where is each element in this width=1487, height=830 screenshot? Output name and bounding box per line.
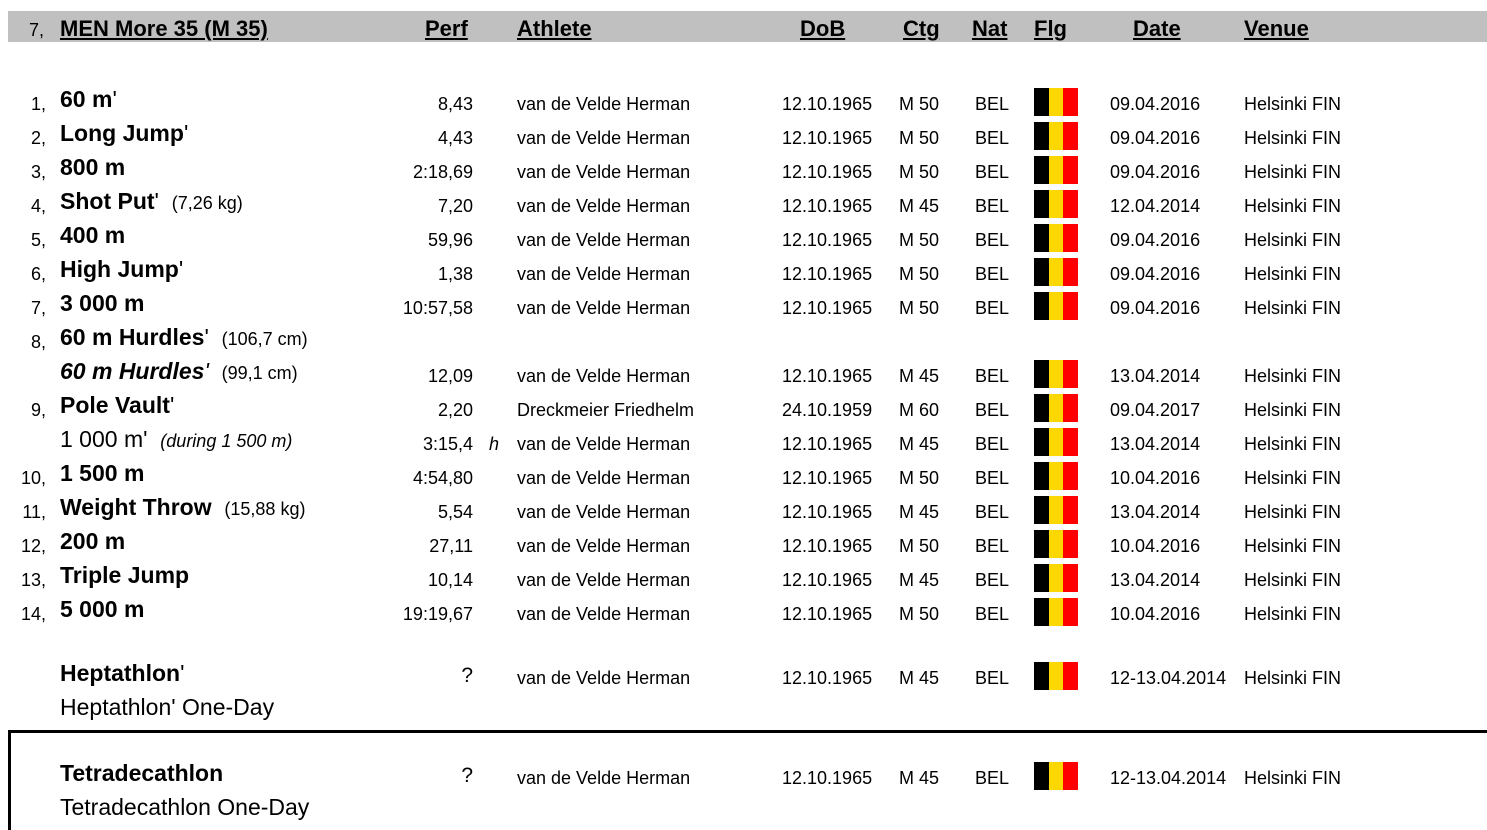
flag-stripe xyxy=(1049,662,1064,690)
flag-stripe xyxy=(1034,530,1049,558)
belgium-flag-icon xyxy=(1034,190,1078,218)
performance: 5,54 xyxy=(437,502,473,522)
age-category: M 50 xyxy=(899,264,940,284)
record-date: 13.04.2014 xyxy=(1110,434,1201,454)
performance: 1,38 xyxy=(437,264,473,284)
age-category: M 50 xyxy=(899,298,940,318)
nationality: BEL xyxy=(975,604,1010,624)
table-row xyxy=(0,360,1487,394)
athlete-name: van de Velde Herman xyxy=(517,570,691,590)
date-of-birth: 12.10.1965 xyxy=(782,94,873,114)
row-number: 1, xyxy=(30,94,46,114)
athlete-name: van de Velde Herman xyxy=(517,128,691,148)
nationality: BEL xyxy=(975,94,1010,114)
athlete-name: van de Velde Herman xyxy=(517,668,691,688)
nationality: BEL xyxy=(975,230,1010,250)
age-category: M 50 xyxy=(899,230,940,250)
event-label: 60 m Hurdles xyxy=(60,324,205,350)
performance: 2,20 xyxy=(437,400,473,420)
event-detail: (99,1 cm) xyxy=(221,363,298,383)
age-category: M 45 xyxy=(899,570,940,590)
age-category: M 45 xyxy=(899,668,940,688)
date-of-birth: 12.10.1965 xyxy=(782,434,873,454)
row-number: 5, xyxy=(30,230,46,250)
flag-stripe xyxy=(1049,156,1064,184)
performance: ? xyxy=(461,664,473,687)
event-quote: ' xyxy=(204,358,209,384)
age-category: M 50 xyxy=(899,468,940,488)
flag-stripe xyxy=(1063,292,1078,320)
event-quote: ' xyxy=(112,86,117,112)
age-category: M 45 xyxy=(899,768,940,788)
flag-stripe xyxy=(1063,88,1078,116)
date-of-birth: 12.10.1965 xyxy=(782,570,873,590)
nationality: BEL xyxy=(975,196,1010,216)
flag-stripe xyxy=(1063,428,1078,456)
venue: Helsinki FIN xyxy=(1244,668,1342,688)
table-row xyxy=(0,394,1487,428)
nationality: BEL xyxy=(975,400,1010,420)
age-category: M 60 xyxy=(899,400,940,420)
date-of-birth: 12.10.1965 xyxy=(782,162,873,182)
column-header-nat: Nat xyxy=(972,16,1008,41)
venue: Helsinki FIN xyxy=(1244,298,1342,318)
venue: Helsinki FIN xyxy=(1244,162,1342,182)
venue: Helsinki FIN xyxy=(1244,570,1342,590)
row-number: 9, xyxy=(30,400,46,420)
performance: 2:18,69 xyxy=(412,162,473,182)
column-header-venue: Venue xyxy=(1244,16,1309,41)
age-category: M 50 xyxy=(899,94,940,114)
flag-stripe xyxy=(1049,530,1064,558)
record-date: 12-13.04.2014 xyxy=(1110,768,1227,788)
belgium-flag-icon xyxy=(1034,88,1078,116)
belgium-flag-icon xyxy=(1034,564,1078,592)
age-category: M 45 xyxy=(899,196,940,216)
performance: 19:19,67 xyxy=(402,604,473,624)
belgium-flag-icon xyxy=(1034,530,1078,558)
belgium-flag-icon xyxy=(1034,122,1078,150)
age-category: M 50 xyxy=(899,128,940,148)
flag-stripe xyxy=(1034,156,1049,184)
event-name xyxy=(60,660,185,687)
belgium-flag-icon xyxy=(1034,258,1078,286)
column-header-athlete: Athlete xyxy=(517,16,592,41)
flag-stripe xyxy=(1063,564,1078,592)
event-name xyxy=(60,596,144,623)
flag-stripe xyxy=(1034,258,1049,286)
event-label: Weight Throw xyxy=(60,494,212,520)
flag-stripe xyxy=(1063,156,1078,184)
flag-stripe xyxy=(1063,190,1078,218)
event-quote: ' xyxy=(169,392,175,418)
event-name xyxy=(60,290,144,317)
venue: Helsinki FIN xyxy=(1244,230,1342,250)
athlete-name: van de Velde Herman xyxy=(517,604,691,624)
date-of-birth: 12.10.1965 xyxy=(782,502,873,522)
hand-timing-mark: h xyxy=(489,434,500,454)
date-of-birth: 12.10.1965 xyxy=(782,536,873,556)
flag-stripe xyxy=(1034,88,1049,116)
flag-stripe xyxy=(1034,224,1049,252)
flag-stripe xyxy=(1034,122,1049,150)
performance: 7,20 xyxy=(437,196,473,216)
event-label: 200 m xyxy=(60,528,126,554)
flag-stripe xyxy=(1049,190,1064,218)
age-category: M 50 xyxy=(899,604,940,624)
event-detail: (7,26 kg) xyxy=(171,193,243,213)
row-number: 8, xyxy=(30,332,46,352)
athlete-name: van de Velde Herman xyxy=(517,94,691,114)
flag-stripe xyxy=(1049,360,1064,388)
nationality: BEL xyxy=(975,162,1010,182)
event-name xyxy=(60,120,188,147)
row-number: 13, xyxy=(20,570,46,590)
table-row xyxy=(0,564,1487,598)
column-header-dob: DoB xyxy=(800,16,846,41)
event-label: 60 m xyxy=(60,86,113,112)
event-label: 60 m Hurdles xyxy=(60,358,205,384)
flag-stripe xyxy=(1063,122,1078,150)
athlete-name: van de Velde Herman xyxy=(517,468,691,488)
table-row xyxy=(0,258,1487,292)
record-date: 10.04.2016 xyxy=(1110,604,1201,624)
performance: 12,09 xyxy=(427,366,473,386)
nationality: BEL xyxy=(975,536,1010,556)
flag-stripe xyxy=(1063,360,1078,388)
record-date: 13.04.2014 xyxy=(1110,502,1201,522)
flag-stripe xyxy=(1034,394,1049,422)
flag-stripe xyxy=(1049,88,1064,116)
performance: 59,96 xyxy=(427,230,473,250)
tetradecathlon-oneday-label: Tetradecathlon One-Day xyxy=(60,794,310,820)
belgium-flag-icon xyxy=(1034,224,1078,252)
venue: Helsinki FIN xyxy=(1244,94,1342,114)
event-label: 400 m xyxy=(60,222,126,248)
table-row xyxy=(0,122,1487,156)
flag-stripe xyxy=(1049,292,1064,320)
table-row xyxy=(0,326,1487,360)
table-row xyxy=(0,462,1487,496)
flag-stripe xyxy=(1049,428,1064,456)
record-date: 09.04.2016 xyxy=(1110,230,1201,250)
table-row xyxy=(0,598,1487,632)
table-row xyxy=(0,530,1487,564)
belgium-flag-icon xyxy=(1034,462,1078,490)
venue: Helsinki FIN xyxy=(1244,604,1342,624)
venue: Helsinki FIN xyxy=(1244,536,1342,556)
record-date: 09.04.2016 xyxy=(1110,162,1201,182)
table-row xyxy=(0,292,1487,326)
flag-stripe xyxy=(1063,258,1078,286)
date-of-birth: 12.10.1965 xyxy=(782,298,873,318)
row-number: 2, xyxy=(30,128,46,148)
date-of-birth: 12.10.1965 xyxy=(782,604,873,624)
age-category: M 50 xyxy=(899,162,940,182)
record-date: 09.04.2017 xyxy=(1110,400,1201,420)
table-row xyxy=(0,428,1487,462)
event-label: Pole Vault xyxy=(60,392,170,418)
event-detail: (15,88 kg) xyxy=(224,499,306,519)
nationality: BEL xyxy=(975,768,1010,788)
event-quote: ' xyxy=(154,188,159,214)
nationality: BEL xyxy=(975,298,1010,318)
table-row xyxy=(0,190,1487,224)
flag-stripe xyxy=(1049,224,1064,252)
venue: Helsinki FIN xyxy=(1244,196,1342,216)
column-header-perf: Perf xyxy=(425,16,468,41)
belgium-flag-icon xyxy=(1034,662,1078,690)
record-date: 12-13.04.2014 xyxy=(1110,668,1227,688)
belgium-flag-icon xyxy=(1034,360,1078,388)
event-name xyxy=(60,154,125,181)
event-name xyxy=(60,460,144,487)
flag-stripe xyxy=(1049,122,1064,150)
flag-stripe xyxy=(1063,598,1078,626)
event-name xyxy=(60,222,125,249)
event-name xyxy=(60,426,292,453)
performance: ? xyxy=(461,764,473,787)
row-number: 14, xyxy=(20,604,46,624)
performance: 4:54,80 xyxy=(412,468,473,488)
performance: 10,14 xyxy=(427,570,473,590)
flag-stripe xyxy=(1063,662,1078,690)
column-header-date: Date xyxy=(1133,16,1181,41)
date-of-birth: 12.10.1965 xyxy=(782,668,873,688)
nationality: BEL xyxy=(975,264,1010,284)
belgium-flag-icon xyxy=(1034,496,1078,524)
performance: 3:15,4 xyxy=(422,434,473,454)
athlete-name: van de Velde Herman xyxy=(517,230,691,250)
flag-stripe xyxy=(1034,496,1049,524)
athlete-name: van de Velde Herman xyxy=(517,536,691,556)
row-number: 12, xyxy=(20,536,46,556)
age-category: M 45 xyxy=(899,366,940,386)
belgium-flag-icon xyxy=(1034,598,1078,626)
venue: Helsinki FIN xyxy=(1244,128,1342,148)
age-category: M 50 xyxy=(899,536,940,556)
event-name xyxy=(60,324,308,351)
date-of-birth: 12.10.1965 xyxy=(782,196,873,216)
record-date: 10.04.2016 xyxy=(1110,536,1201,556)
row-number: 10, xyxy=(20,468,46,488)
athlete-name: Dreckmeier Friedhelm xyxy=(517,400,695,420)
event-name xyxy=(60,256,183,283)
column-header-ctg: Ctg xyxy=(903,16,940,41)
row-number: 6, xyxy=(30,264,46,284)
event-detail: (106,7 cm) xyxy=(221,329,308,349)
row-number: 3, xyxy=(30,162,46,182)
date-of-birth: 12.10.1965 xyxy=(782,128,873,148)
event-label: Long Jump xyxy=(60,120,184,146)
athlete-name: van de Velde Herman xyxy=(517,196,691,216)
column-header-flg: Flg xyxy=(1034,16,1067,41)
date-of-birth: 24.10.1959 xyxy=(782,400,873,420)
record-date: 13.04.2014 xyxy=(1110,570,1201,590)
event-quote: ' xyxy=(143,426,148,452)
flag-stripe xyxy=(1049,598,1064,626)
record-date: 13.04.2014 xyxy=(1110,366,1201,386)
belgium-flag-icon xyxy=(1034,292,1078,320)
event-quote: ' xyxy=(178,256,184,282)
record-date: 09.04.2016 xyxy=(1110,94,1201,114)
date-of-birth: 12.10.1965 xyxy=(782,468,873,488)
nationality: BEL xyxy=(975,570,1010,590)
flag-stripe xyxy=(1034,564,1049,592)
flag-stripe xyxy=(1034,662,1049,690)
athlete-name: van de Velde Herman xyxy=(517,768,691,788)
performance: 8,43 xyxy=(437,94,473,114)
category-title: MEN More 35 (M 35) xyxy=(60,16,268,41)
event-name xyxy=(60,188,243,215)
event-label: 1 500 m xyxy=(60,460,145,486)
venue: Helsinki FIN xyxy=(1244,400,1342,420)
event-label: Heptathlon xyxy=(60,660,181,686)
flag-stripe xyxy=(1063,462,1078,490)
flag-stripe xyxy=(1063,224,1078,252)
event-label: 3 000 m xyxy=(60,290,145,316)
flag-stripe xyxy=(1063,394,1078,422)
venue: Helsinki FIN xyxy=(1244,768,1342,788)
date-of-birth: 12.10.1965 xyxy=(782,230,873,250)
athlete-name: van de Velde Herman xyxy=(517,366,691,386)
event-label: 800 m xyxy=(60,154,126,180)
athlete-name: van de Velde Herman xyxy=(517,298,691,318)
event-name xyxy=(60,358,298,385)
event-name xyxy=(60,494,305,521)
heptathlon-oneday-label: Heptathlon' One-Day xyxy=(60,694,275,720)
flag-stripe xyxy=(1049,394,1064,422)
athlete-name: van de Velde Herman xyxy=(517,264,691,284)
venue: Helsinki FIN xyxy=(1244,264,1342,284)
flag-stripe xyxy=(1049,564,1064,592)
venue: Helsinki FIN xyxy=(1244,502,1342,522)
age-category: M 45 xyxy=(899,502,940,522)
record-date: 10.04.2016 xyxy=(1110,468,1201,488)
category-number: 7, xyxy=(29,20,45,40)
event-label: Tetradecathlon xyxy=(60,760,224,786)
venue: Helsinki FIN xyxy=(1244,468,1342,488)
event-name xyxy=(60,528,125,555)
flag-stripe xyxy=(1034,428,1049,456)
flag-stripe xyxy=(1034,292,1049,320)
flag-stripe xyxy=(1034,190,1049,218)
venue: Helsinki FIN xyxy=(1244,434,1342,454)
event-name xyxy=(60,562,189,589)
nationality: BEL xyxy=(975,366,1010,386)
event-quote: ' xyxy=(204,324,209,350)
table-row xyxy=(0,88,1487,122)
record-date: 09.04.2016 xyxy=(1110,128,1201,148)
belgium-flag-icon xyxy=(1034,156,1078,184)
belgium-flag-icon xyxy=(1034,428,1078,456)
performance: 4,43 xyxy=(437,128,473,148)
row-number: 7, xyxy=(30,298,46,318)
table-row xyxy=(0,496,1487,530)
table-row xyxy=(0,662,1487,696)
flag-stripe xyxy=(1063,496,1078,524)
date-of-birth: 12.10.1965 xyxy=(782,366,873,386)
event-quote: ' xyxy=(183,120,189,146)
event-label: Triple Jump xyxy=(60,562,190,588)
age-category: M 45 xyxy=(899,434,940,454)
event-name xyxy=(60,86,117,113)
performance: 10:57,58 xyxy=(402,298,473,318)
flag-stripe xyxy=(1034,360,1049,388)
flag-stripe xyxy=(1049,462,1064,490)
flag-stripe xyxy=(1063,530,1078,558)
athlete-name: van de Velde Herman xyxy=(517,502,691,522)
event-quote: ' xyxy=(180,660,185,686)
event-label: 1 000 m xyxy=(60,426,144,452)
record-date: 09.04.2016 xyxy=(1110,298,1201,318)
flag-stripe xyxy=(1034,462,1049,490)
table-row xyxy=(0,224,1487,258)
date-of-birth: 12.10.1965 xyxy=(782,768,873,788)
row-number: 4, xyxy=(30,196,46,216)
nationality: BEL xyxy=(975,668,1010,688)
nationality: BEL xyxy=(975,468,1010,488)
flag-stripe xyxy=(1049,258,1064,286)
nationality: BEL xyxy=(975,128,1010,148)
event-label: Shot Put xyxy=(60,188,155,214)
performance: 27,11 xyxy=(429,536,473,556)
event-name xyxy=(60,392,174,419)
row-number: 11, xyxy=(22,502,46,522)
athlete-name: van de Velde Herman xyxy=(517,434,691,454)
nationality: BEL xyxy=(975,502,1010,522)
flag-stripe xyxy=(1034,598,1049,626)
date-of-birth: 12.10.1965 xyxy=(782,264,873,284)
nationality: BEL xyxy=(975,434,1010,454)
flag-stripe xyxy=(1049,496,1064,524)
venue: Helsinki FIN xyxy=(1244,366,1342,386)
event-label: 5 000 m xyxy=(60,596,145,622)
event-detail: (during 1 500 m) xyxy=(160,431,293,451)
table-row xyxy=(0,156,1487,190)
event-label: High Jump xyxy=(60,256,179,282)
record-date: 12.04.2014 xyxy=(1110,196,1201,216)
belgium-flag-icon xyxy=(1034,394,1078,422)
athlete-name: van de Velde Herman xyxy=(517,162,691,182)
record-date: 09.04.2016 xyxy=(1110,264,1201,284)
